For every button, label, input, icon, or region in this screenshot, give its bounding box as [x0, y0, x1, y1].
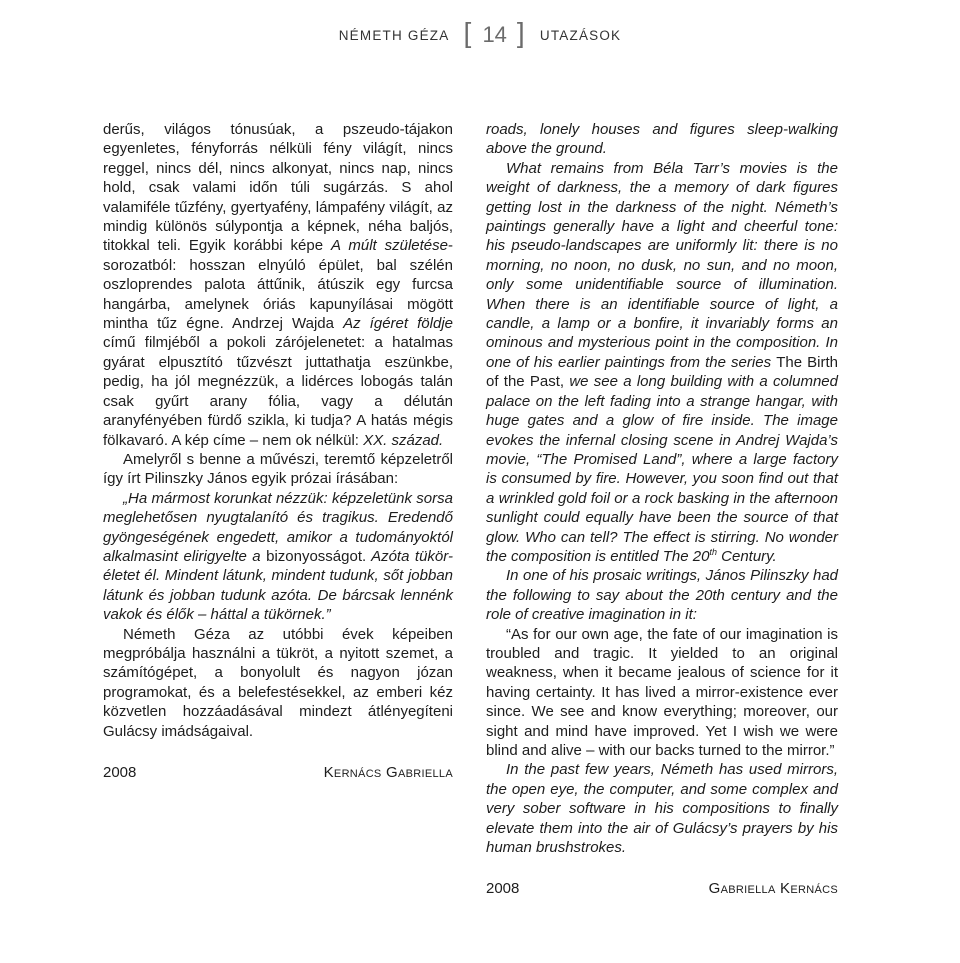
- hungarian-column: [103, 120, 453, 782]
- hu-text: derűs, világos tónusúak, a pszeudo-tájakon egyenletes, fényforrás nélküli fény világít, nincs reggel, nincs dél, nincs alkonyat, nincs nap, nincs hold, csak valami időn túli sugárzás. S ahol valamiféle tűzfény, gyertyafény, lámpafény világít, az mindig különös súlypontja a képnek, néha baljós, titokkal teli. Egyik korábbi képe: [103, 121, 453, 255]
- header-section: UTAZÁSOK: [539, 27, 622, 43]
- hu-quote-text: Azóta tükör-életet él. Mindent látunk, mindent tudunk, sőt jobban látunk és jobban tudunk azóta. De bárcsak lennénk vakok és élők – háttal a tükörnek.”: [103, 547, 453, 624]
- en-paragraph-4: In the past few years, Németh has used mirrors, the open eye, the computer, and some complex and very sober software in his compositions to finally elevate them into the air of Gulácsy’s prayers by his human brushstrokes.: [486, 761, 838, 857]
- hu-text: -sorozatból: hosszan elnyúló épület, bal szélén oszloprendes palota áttűnik, átúszik egy furcsa hangárba, amelynek óriás kapunyílásai mögött mintha tűz égne. Andrzej Wajda: [103, 237, 453, 333]
- hu-quote-word: bizonyosságot.: [266, 547, 367, 565]
- en-year: 2008: [486, 880, 520, 898]
- en-text: we see a long building with a columned palace on the left fading into a strange hangar, with huge gates and a glow of fire inside. The image evokes the infernal closing scene in Andrej Wajda’s movie, “The Promised Land”, where a large factory is consumed by fire. However, you soon find out that a wrinkled gold foil or a rock basking in the afternoon sunlight could equally have been the source of that glow. Who can tell? The effect is stirring. No wonder the composition is entitled The 20: [486, 373, 838, 565]
- right-bracket: ]: [516, 17, 526, 48]
- en-paragraph-3: In one of his prosaic writings, János Pilinszky had the following to say about the 20th century and the role of creative imagination in it:: [486, 567, 838, 624]
- en-signature: Gabriella Kernács: [708, 880, 838, 898]
- hu-series-title: A múlt születése: [331, 237, 448, 255]
- en-series-title: The Birth of the Past,: [486, 353, 838, 391]
- en-text: Century.: [716, 547, 777, 565]
- en-paragraph-1: roads, lonely houses and figures sleep-walking above the ground.: [486, 121, 838, 158]
- hu-paragraph-3: Németh Géza az utóbbi évek képeiben megpróbálja használni a tükröt, a nyitott szemet, a számítógépet, a bonyolult és nagyon józan programokat, és a belefestésekkel, az emberi kéz közvetlen hozzáadásával mindezt átlényegíteni Gulácsy imádságaival.: [103, 625, 453, 740]
- header-author: NÉMETH GÉZA: [338, 27, 450, 43]
- en-superscript: th: [709, 546, 717, 557]
- en-signature-line: [486, 879, 838, 898]
- running-header: [0, 17, 960, 50]
- hu-film-title: Az ígéret földje: [343, 315, 454, 333]
- en-text: What remains from Béla Tarr’s movies is the weight of darkness, the a memory of dark figures getting lost in the darkness of the night. Németh’s paintings generally have a light and cheerful tone: his pseudo-landscapes are uniformly lit: there is no morning, no noon, no dusk, no sun, and no moon, only some unidentifiable source of illumination. When there is an identifiable source of light, a candle, a lamp or a bonfire, it invariably forms an ominous and mysterious point in the composition. In one of his earlier paintings from the series: [486, 159, 838, 371]
- hu-signature: Kernács Gabriella: [323, 764, 453, 781]
- page-number: 14: [482, 22, 507, 47]
- hu-paragraph-2: Amelyről s benne a művészi, teremtő képzeletről így írt Pilinszky János egyik prózai írásában:: [103, 450, 453, 488]
- hu-quote: [103, 489, 453, 625]
- left-bracket: [: [463, 17, 473, 48]
- hu-paragraph-1: [103, 120, 453, 450]
- en-paragraph-2: [486, 159, 838, 567]
- english-column: [486, 120, 838, 899]
- hu-year: 2008: [103, 764, 137, 781]
- hu-painting-title: XX. század.: [363, 431, 444, 449]
- hu-quote-text: „Ha mármost korunkat nézzük: képzeletünk sorsa meglehetősen nyugtalanító és tragikus. Eredendő gyöngeségének engedett, amikor a tudományoktól alkalmasint elirigyelte a: [103, 489, 453, 565]
- hu-text: című filmjéből a pokoli zárójelenetet: a hatalmas gyárat elpusztító tűzvészt juttathatja eszünkbe, pedig, ha jól megnézzük, a lidérces lobogás talán csak gyűrt arany fólia, vagy a délután aranyfényében fürdő szikla, ki tudja? A hatás mégis fölkavaró. A kép címe – nem ok nélkül:: [103, 334, 453, 449]
- en-quote: “As for our own age, the fate of our imagination is troubled and tragic. It yielded to an original weakness, when it became jealous of science for it having certainty. It has lived a mirror-existence ever since. We see and know everything; moreover, our sight and mind have improved. Yet I wish we were blind and alive – with our backs turned to the mirror.”: [486, 625, 838, 759]
- hu-signature-line: [103, 763, 453, 782]
